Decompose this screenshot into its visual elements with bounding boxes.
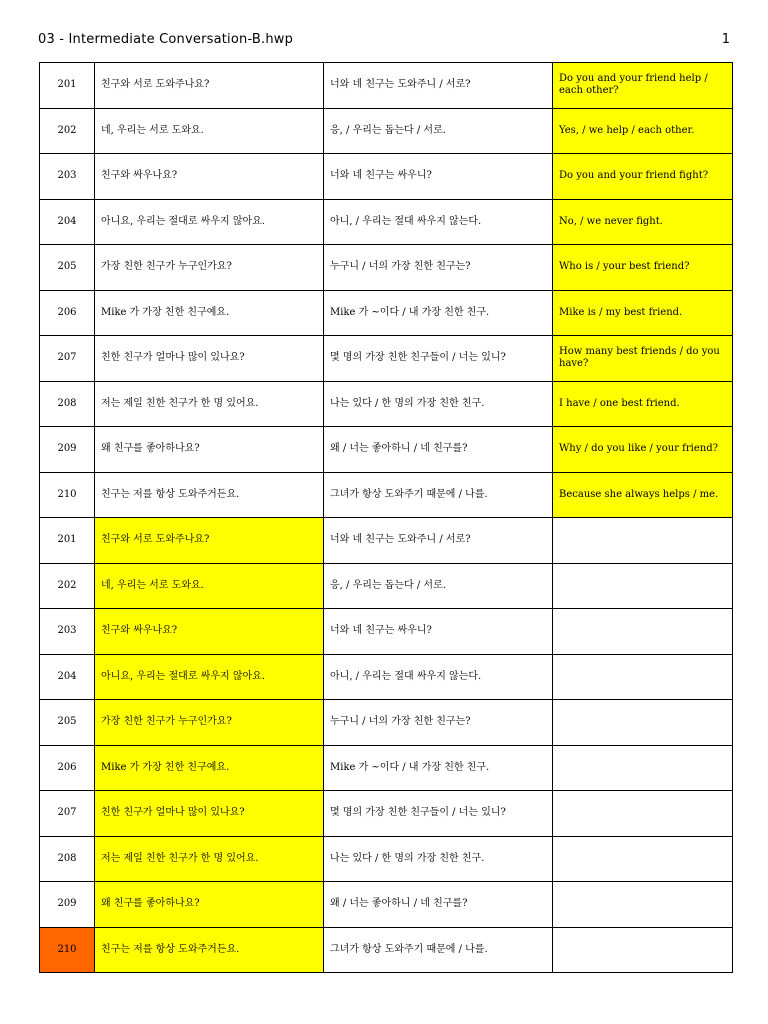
literal-translation-cell: 나는 있다 / 한 명의 가장 친한 친구. [324,381,553,427]
literal-translation-cell: 누구니 / 너의 가장 친한 친구는? [324,700,553,746]
korean-sentence-cell: 가장 친한 친구가 누구인가요? [95,245,324,291]
row-number-cell: 205 [40,700,95,746]
english-translation-cell: How many best friends / do you have? [553,336,733,382]
literal-translation-cell: 너와 네 친구는 도와주니 / 서로? [324,518,553,564]
row-number-cell: 204 [40,199,95,245]
row-number-cell: 208 [40,836,95,882]
row-number-cell: 209 [40,882,95,928]
row-number-cell: 210 [40,472,95,518]
table-row [40,472,733,518]
table-body [40,63,733,973]
korean-sentence-cell: 아니요, 우리는 절대로 싸우지 않아요. [95,199,324,245]
table-row [40,563,733,609]
literal-translation-cell: 그녀가 항상 도와주기 때문에 / 나를. [324,927,553,973]
korean-sentence-cell: 네, 우리는 서로 도와요. [95,563,324,609]
row-number-cell: 204 [40,654,95,700]
literal-translation-cell: 너와 네 친구는 싸우니? [324,609,553,655]
table-row [40,700,733,746]
row-number-cell-selected: 210 [40,927,95,973]
korean-sentence-cell: 친구와 서로 도와주나요? [95,63,324,109]
table-row [40,927,733,973]
korean-sentence-cell: 왜 친구를 좋아하나요? [95,882,324,928]
page-header [0,0,768,62]
english-answer-cell [553,563,733,609]
table-row [40,199,733,245]
korean-sentence-cell: 친구와 서로 도와주나요? [95,518,324,564]
row-number-cell: 202 [40,108,95,154]
literal-translation-cell: 너와 네 친구는 도와주니 / 서로? [324,63,553,109]
literal-translation-cell: 아니, / 우리는 절대 싸우지 않는다. [324,654,553,700]
row-number-cell: 201 [40,63,95,109]
row-number-cell: 209 [40,427,95,473]
korean-sentence-cell: 왜 친구를 좋아하나요? [95,427,324,473]
table-row [40,654,733,700]
literal-translation-cell: Mike 가 ~이다 / 내 가장 친한 친구. [324,745,553,791]
table-row [40,745,733,791]
literal-translation-cell: 응, / 우리는 돕는다 / 서로. [324,108,553,154]
english-answer-cell [553,700,733,746]
english-translation-cell: Yes, / we help / each other. [553,108,733,154]
korean-sentence-cell: Mike 가 가장 친한 친구예요. [95,745,324,791]
english-answer-cell [553,518,733,564]
english-answer-cell [553,882,733,928]
korean-sentence-cell: 친구는 저를 항상 도와주거든요. [95,927,324,973]
row-number-cell: 206 [40,290,95,336]
table-row [40,381,733,427]
table-row [40,882,733,928]
row-number-cell: 208 [40,381,95,427]
english-translation-cell: Why / do you like / your friend? [553,427,733,473]
literal-translation-cell: 응, / 우리는 돕는다 / 서로. [324,563,553,609]
page-number: 1 [721,32,730,47]
english-answer-cell [553,791,733,837]
korean-sentence-cell: Mike 가 가장 친한 친구예요. [95,290,324,336]
english-answer-cell [553,609,733,655]
table-row [40,609,733,655]
literal-translation-cell: 아니, / 우리는 절대 싸우지 않는다. [324,199,553,245]
literal-translation-cell: 몇 명의 가장 친한 친구들이 / 너는 있니? [324,791,553,837]
literal-translation-cell: 몇 명의 가장 친한 친구들이 / 너는 있니? [324,336,553,382]
row-number-cell: 203 [40,609,95,655]
row-number-cell: 206 [40,745,95,791]
table-row [40,63,733,109]
literal-translation-cell: 나는 있다 / 한 명의 가장 친한 친구. [324,836,553,882]
row-number-cell: 207 [40,336,95,382]
table-row [40,290,733,336]
conversation-table [39,62,733,973]
english-translation-cell: I have / one best friend. [553,381,733,427]
english-answer-cell [553,654,733,700]
document-title: 03 - Intermediate Conversation-B.hwp [38,32,294,47]
row-number-cell: 205 [40,245,95,291]
korean-sentence-cell: 친구는 저를 항상 도와주거든요. [95,472,324,518]
english-translation-cell: No, / we never fight. [553,199,733,245]
literal-translation-cell: 왜 / 너는 좋아하니 / 네 친구를? [324,882,553,928]
row-number-cell: 203 [40,154,95,200]
english-translation-cell: Mike is / my best friend. [553,290,733,336]
literal-translation-cell: 누구니 / 너의 가장 친한 친구는? [324,245,553,291]
korean-sentence-cell: 아니요, 우리는 절대로 싸우지 않아요. [95,654,324,700]
literal-translation-cell: 왜 / 너는 좋아하니 / 네 친구를? [324,427,553,473]
english-answer-cell [553,927,733,973]
english-translation-cell: Who is / your best friend? [553,245,733,291]
korean-sentence-cell: 친구와 싸우나요? [95,154,324,200]
english-answer-cell [553,745,733,791]
table-row [40,791,733,837]
korean-sentence-cell: 친한 친구가 얼마나 많이 있나요? [95,336,324,382]
english-translation-cell: Do you and your friend fight? [553,154,733,200]
row-number-cell: 202 [40,563,95,609]
english-translation-cell: Do you and your friend help / each other? [553,63,733,109]
table-row [40,518,733,564]
table-row [40,154,733,200]
table-row [40,245,733,291]
literal-translation-cell: 그녀가 항상 도와주기 때문에 / 나를. [324,472,553,518]
korean-sentence-cell: 가장 친한 친구가 누구인가요? [95,700,324,746]
table-row [40,427,733,473]
korean-sentence-cell: 친한 친구가 얼마나 많이 있나요? [95,791,324,837]
table-row [40,108,733,154]
korean-sentence-cell: 친구와 싸우나요? [95,609,324,655]
row-number-cell: 201 [40,518,95,564]
table-row [40,336,733,382]
english-answer-cell [553,836,733,882]
korean-sentence-cell: 저는 제일 친한 친구가 한 명 있어요. [95,836,324,882]
table-row [40,836,733,882]
korean-sentence-cell: 네, 우리는 서로 도와요. [95,108,324,154]
literal-translation-cell: 너와 네 친구는 싸우니? [324,154,553,200]
english-translation-cell: Because she always helps / me. [553,472,733,518]
literal-translation-cell: Mike 가 ~이다 / 내 가장 친한 친구. [324,290,553,336]
korean-sentence-cell: 저는 제일 친한 친구가 한 명 있어요. [95,381,324,427]
row-number-cell: 207 [40,791,95,837]
